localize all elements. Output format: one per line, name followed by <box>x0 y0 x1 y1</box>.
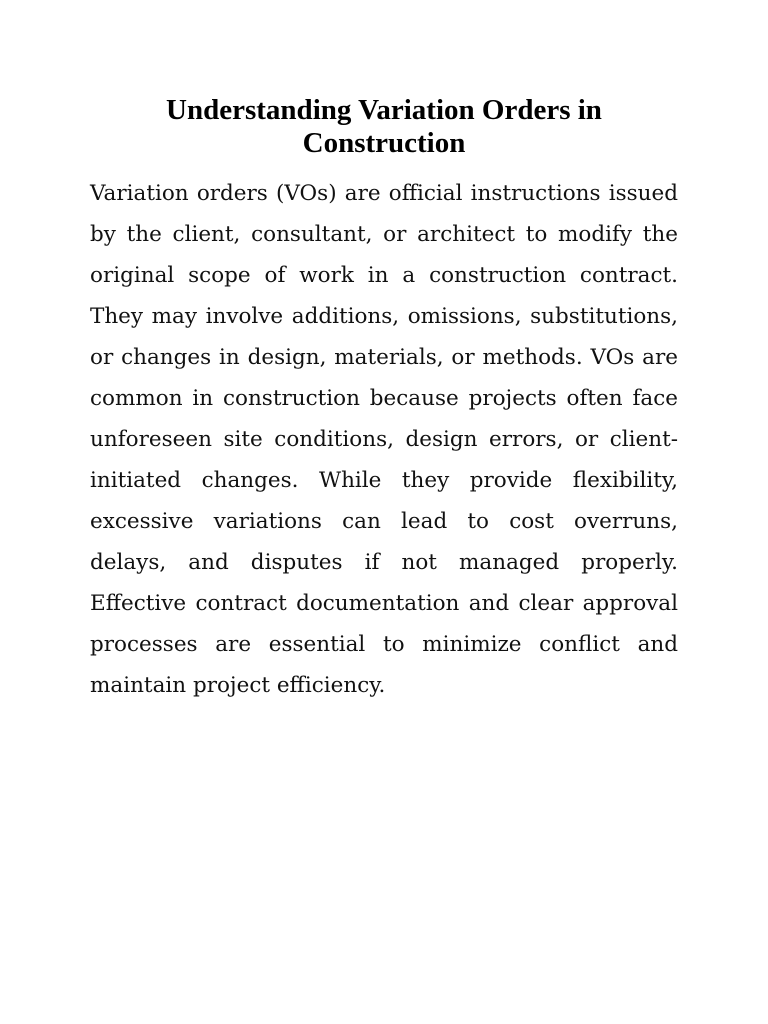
body-paragraph: Variation orders (VOs) are official instructions issued by the client, consultant, or architect to modify the original scope of work in a construction contract. They may involve additions, omissions, substitutions, or changes in design, materials, or methods. VOs are common in construction because projects often face unforeseen site conditions, design errors, or client-initiated changes. While they provide flexibility, excessive variations can lead to cost overruns, delays, and disputes if not managed properly. Effective contract documentation and clear approval processes are essential to minimize conflict and maintain project efficiency. <box>90 181 678 698</box>
title-line-2: Construction <box>302 127 466 159</box>
title-line-1: Understanding Variation Orders in <box>166 94 602 126</box>
document-title <box>90 94 678 160</box>
